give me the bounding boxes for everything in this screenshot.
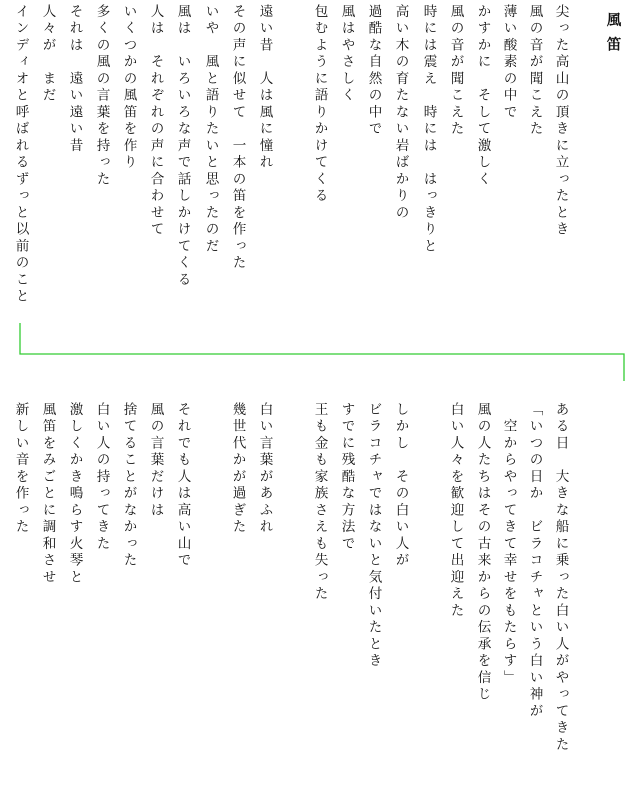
poem-line: 風の音が聞こえた	[447, 4, 464, 138]
poem-line: 「いつの日か ビラコチャという白い神が	[526, 402, 543, 721]
poem-line: 激しくかき鳴らす火琴と	[66, 402, 83, 587]
poem-line: 遠い昔 人は風に憧れ	[256, 4, 273, 172]
poem-line: 王も金も家族さえも失った	[311, 402, 328, 603]
poem-line: ビラコチャではないと気付いたとき	[365, 402, 382, 670]
poem-line: 風笛をみごとに調和させ	[39, 402, 56, 587]
poem-line: 白い人の持ってきた	[93, 402, 110, 553]
poem-line: 白い言葉があふれ	[256, 402, 273, 536]
poem-line: 空からやってきて幸せをもたらす」	[500, 402, 517, 687]
poem-line: 幾世代かが過ぎた	[229, 402, 246, 536]
poem-line: 人々が まだ	[39, 4, 56, 105]
poem-title: 風笛	[604, 12, 621, 61]
poem-line: ある日 大きな船に乗った白い人がやってきた	[552, 402, 569, 754]
poem-line: すでに残酷な方法で	[338, 402, 355, 553]
poem-line: 時には震え 時には はっきりと	[420, 4, 437, 256]
poem-line: インディオと呼ばれるずっと以前のこと	[12, 4, 29, 306]
poem-line: 風の人たちはその古来からの伝承を信じ	[474, 402, 491, 704]
poem-line: その声に似せて 一本の笛を作った	[229, 4, 246, 272]
poem-line: 人は それぞれの声に合わせて	[147, 4, 164, 239]
poem-line: 風はやさしく	[338, 4, 355, 105]
poem-line: それでも人は高い山で	[174, 402, 191, 570]
poem-line: 風の言葉だけは	[147, 402, 164, 520]
poem-line: 白い人々を歓迎して出迎えた	[447, 402, 464, 620]
poem-line: いくつかの風笛を作り	[120, 4, 137, 172]
poem-line: 捨てることがなかった	[120, 402, 137, 570]
poem-line: 尖った高山の頂きに立ったとき	[552, 4, 569, 239]
poem-line: 風の音が聞こえた	[526, 4, 543, 138]
poem-line: 新しい音を作った	[12, 402, 29, 536]
poem-line: 高い木の育たない岩ばかりの	[392, 4, 409, 222]
poem-line: それは 遠い遠い昔	[66, 4, 83, 155]
poem-line: 薄い酸素の中で	[500, 4, 517, 122]
poem-line: 過酷な自然の中で	[365, 4, 382, 138]
poem-line: 風は いろいろな声で話しかけてくる	[174, 4, 191, 289]
poem-line: 包むように語りかけてくる	[311, 4, 328, 205]
poem-line: しかし その白い人が	[392, 402, 409, 570]
poem-line: 多くの風の言葉を持った	[93, 4, 110, 189]
poem-line: かすかに そして激しく	[474, 4, 491, 189]
poem-line: いや 風と語りたいと思ったのだ	[202, 4, 219, 256]
